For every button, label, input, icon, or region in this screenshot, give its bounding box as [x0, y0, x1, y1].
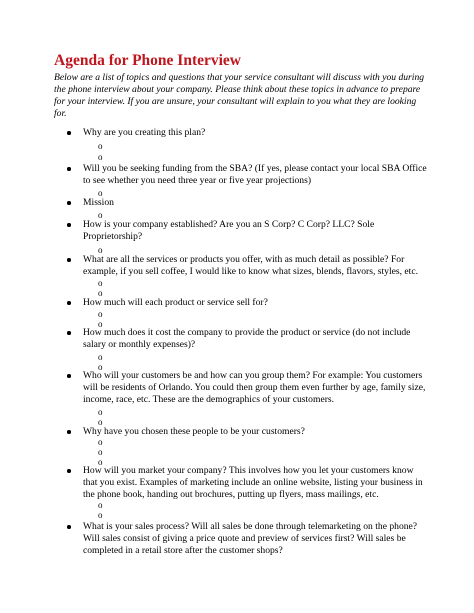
- intro-paragraph: Below are a list of topics and questions that your service consultant will discuss with you during the phone interview about your company. Please think about these topics in advance to prepare for your interview. If you are unsure, your consultant will explain to you what they are looking for.: [54, 71, 425, 120]
- bullet-icon: [67, 331, 71, 335]
- question-text: How much does it cost the company to provide the product or service (do not include salary or monthly expenses)?: [83, 327, 411, 350]
- sub-bullet-icon: o: [98, 210, 103, 220]
- sub-bullet-icon: o: [98, 245, 103, 255]
- sub-bullet-icon: o: [98, 141, 103, 151]
- question-text: What is your sales process? Will all sales be done through telemarketing on the phone? Will sales consist of giving a price quote and preview of services first? Will sales be completed in a retail store after the customer shops?: [83, 521, 418, 556]
- sub-bullet-icon: o: [98, 288, 103, 298]
- question-text: How will you market your company? This involves how you let your customers know that you exist. Examples of marketing include an online website, listing your business in the phone book, handing out brochures, putting up flyers, mass mailings, etc.: [83, 465, 423, 500]
- sub-bullet-icon: o: [98, 278, 103, 288]
- sub-bullet-icon: o: [98, 417, 103, 427]
- question-text: Mission: [83, 197, 114, 208]
- sub-bullet-icon: o: [98, 500, 103, 510]
- bullet-icon: [67, 525, 71, 529]
- question-text: What are all the services or products you offer, with as much detail as possible? For example, if you sell coffee, I would like to know what sizes, blends, flavors, styles, etc.: [83, 254, 418, 277]
- sub-bullet-icon: o: [98, 510, 103, 520]
- sub-bullet-icon: o: [98, 457, 103, 467]
- bullet-icon: [67, 430, 71, 434]
- question-text: Why have you chosen these people to be your customers?: [83, 426, 305, 437]
- bullet-icon: [67, 131, 71, 135]
- bullet-icon: [67, 374, 71, 378]
- sub-bullet-icon: o: [98, 447, 103, 457]
- bullet-icon: [67, 258, 71, 262]
- sub-bullet-icon: o: [98, 152, 103, 162]
- sub-bullet-icon: o: [98, 362, 103, 372]
- question-text: Will you be seeking funding from the SBA? (If yes, please contact your local SBA Office to see whether you need three year or five year projections): [83, 163, 427, 186]
- sub-bullet-icon: o: [98, 352, 103, 362]
- sub-bullet-icon: o: [98, 188, 103, 198]
- sub-bullet-icon: o: [98, 309, 103, 319]
- sub-bullet-icon: o: [98, 407, 103, 417]
- question-text: How is your company established? Are you an S Corp? C Corp? LLC? Sole Proprietorship?: [83, 219, 375, 242]
- sub-bullet-icon: o: [98, 437, 103, 447]
- bullet-icon: [67, 167, 71, 171]
- question-text: How much will each product or service sell for?: [83, 297, 268, 308]
- bullet-icon: [67, 201, 71, 205]
- bullet-icon: [67, 301, 71, 305]
- bullet-icon: [67, 469, 71, 473]
- sub-bullet-icon: o: [98, 319, 103, 329]
- bullet-icon: [67, 223, 71, 227]
- question-text: Who will your customers be and how can you group them? For example: You customers will be residents of Orlando. You could then group them even further by age, family size, income, race, etc. These are the demographics of your customers.: [83, 370, 426, 405]
- question-text: Why are you creating this plan?: [83, 127, 206, 138]
- document-title: Agenda for Phone Interview: [54, 52, 241, 69]
